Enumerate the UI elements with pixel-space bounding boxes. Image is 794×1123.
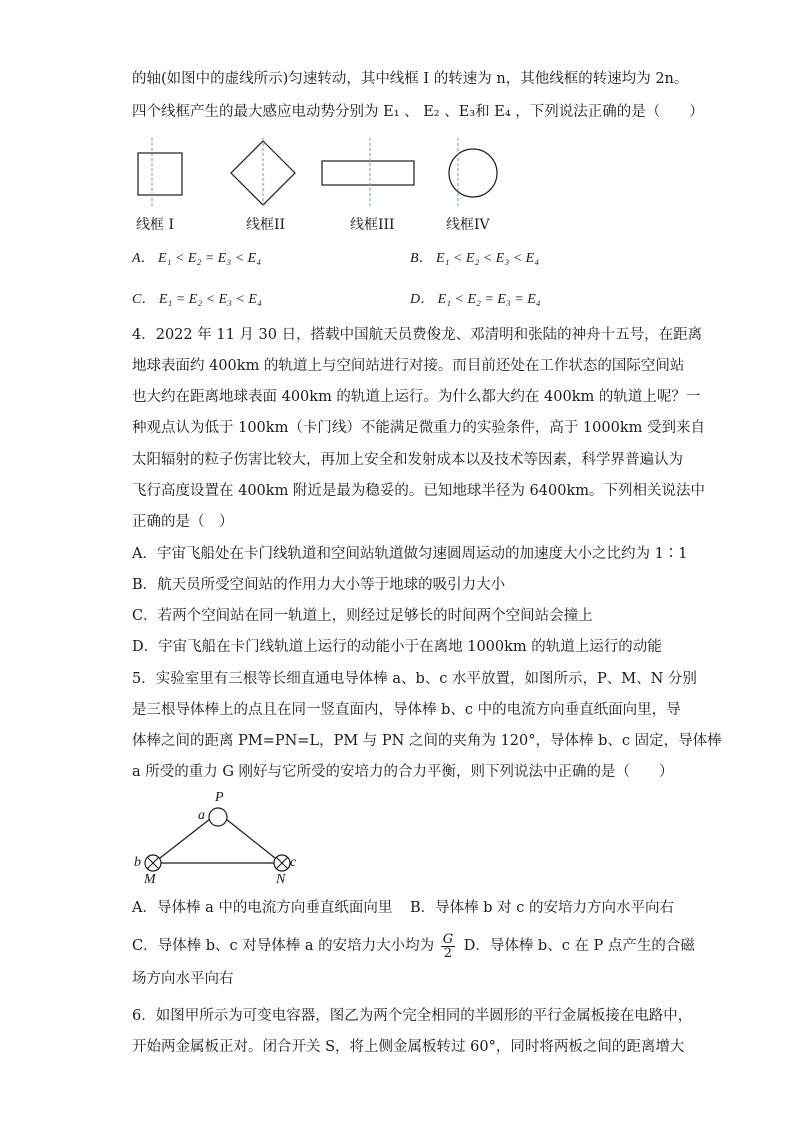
- q3-option-c[interactable]: C． E₁ = E₂ < E₃ < E₄: [132, 292, 262, 307]
- frame-3-rectangle: [322, 161, 414, 185]
- conductor-c-into-page: [274, 855, 290, 871]
- q4-option-c[interactable]: C．若两个空间站在同一轨道上，则经过足够长的时间两个空间站会撞上: [132, 608, 593, 624]
- q4-option-d[interactable]: D．宇宙飞船在卡门线轨道上运行的动能小于在离地 1000km 的轨道上运行的动能: [132, 639, 662, 655]
- q3-frames-figure: [125, 135, 515, 210]
- q5-line-1: 5．实验室里有三根等长细直通电导体棒 a、b、c 水平放置，如图所示，P、M、N 分别: [132, 671, 697, 687]
- q4-option-b[interactable]: B．航天员所受空间站的作用力大小等于地球的吸引力大小: [132, 577, 506, 593]
- q6-line-1: 6．如图甲所示为可变电容器，图乙为两个完全相同的半圆形的平行金属板接在电路中，: [132, 1008, 693, 1024]
- fraction-denominator: 2: [443, 945, 453, 961]
- q4-line-6: 飞行高度设置在 400km 附近是最为稳妥的。已知地球半径为 6400km。下列相关说法中: [132, 483, 705, 499]
- q5-option-d-continued: 场方向水平向右: [132, 971, 234, 987]
- frame-1-label: 线框 I: [136, 217, 174, 233]
- label-b: b: [134, 855, 141, 870]
- q3-option-d[interactable]: D． E₁ < E₂ = E₃ = E₄: [410, 292, 541, 307]
- conductor-b-into-page: [145, 855, 161, 871]
- line-pn: [226, 819, 275, 858]
- frame-2-label: 线框II: [246, 217, 286, 233]
- q4-line-3: 也大约在距离地球表面 400km 的轨道上运行。为什么都大约在 400km 的轨道上呢？一: [132, 389, 701, 405]
- q5-line-4: a 所受的重力 G 刚好与它所受的安培力的合力平衡，则下列说法中正确的是（ ）: [132, 764, 674, 780]
- q4-line-2: 地球表面约 400km 的轨道上与空间站进行对接。而目前还处在工作状态的国际空间站: [132, 358, 685, 374]
- q5-option-b[interactable]: B．导体棒 b 对 c 的安培力方向水平向右: [410, 900, 674, 916]
- q5-option-c-text: C．导体棒 b、c 对导体棒 a 的安培力大小均为: [132, 938, 435, 954]
- fraction-numerator: G: [442, 931, 454, 947]
- q3-option-a[interactable]: A． E₁ < E₂ = E₃ < E₄: [132, 251, 262, 266]
- frame-4-circle: [449, 149, 497, 197]
- conductor-a: [209, 808, 227, 826]
- label-m: M: [144, 872, 156, 887]
- label-n: N: [276, 872, 286, 887]
- fraction-g-over-2: [441, 933, 455, 960]
- q3-line-2: 四个线框产生的最大感应电动势分别为 E₁ 、 E₂ 、E₃和 E₄ ，下列说法正确的是（ ）: [132, 104, 704, 120]
- frame-1-square: [138, 153, 182, 195]
- label-p: P: [215, 790, 224, 805]
- q5-option-a[interactable]: A．导体棒 a 中的电流方向垂直纸面向里: [132, 900, 393, 916]
- q4-line-4: 种观点认为低于 100km（卡门线）不能满足微重力的实验条件，高于 1000km 受到来自: [132, 420, 705, 436]
- q6-line-2: 开始两金属板正对。闭合开关 S，将上侧金属板转过 60°，同时将两板之间的距离增大: [132, 1039, 685, 1055]
- line-pm: [160, 819, 210, 858]
- label-a: a: [198, 808, 205, 823]
- q5-option-c[interactable]: [132, 930, 695, 962]
- q4-line-7: 正确的是（ ）: [132, 514, 234, 530]
- q5-option-d[interactable]: D．导体棒 b、c 在 P 点产生的合磁: [463, 938, 695, 954]
- q4-line-5: 太阳辐射的粒子伤害比较大，再加上安全和发射成本以及技术等因素，科学界普遍认为: [132, 452, 683, 468]
- q4-option-a[interactable]: A．宇宙飞船处在卡门线轨道和空间站轨道做匀速圆周运动的加速度大小之比约为 1∶1: [132, 546, 688, 562]
- q3-option-b[interactable]: B． E₁ < E₂ < E₃ < E₄: [410, 251, 540, 266]
- label-c: c: [290, 855, 297, 870]
- frame-3-label: 线框III: [350, 217, 395, 233]
- q3-line-1: 的轴(如图中的虚线所示)匀速转动，其中线框 I 的转速为 n，其他线框的转速均为 2n。: [132, 71, 689, 87]
- q4-line-1: 4．2022 年 11 月 30 日，搭载中国航天员费俊龙、邓清明和张陆的神舟十五号，在距离: [132, 327, 703, 343]
- frame-4-label: 线框IV: [446, 217, 490, 233]
- q5-line-3: 体棒之间的距离 PM=PN=L，PM 与 PN 之间的夹角为 120°，导体棒 b、c 固定，导体棒: [132, 733, 722, 749]
- q5-line-2: 是三根导体棒上的点且在同一竖直面内，导体棒 b、c 中的电流方向垂直纸面向里，导: [132, 702, 681, 718]
